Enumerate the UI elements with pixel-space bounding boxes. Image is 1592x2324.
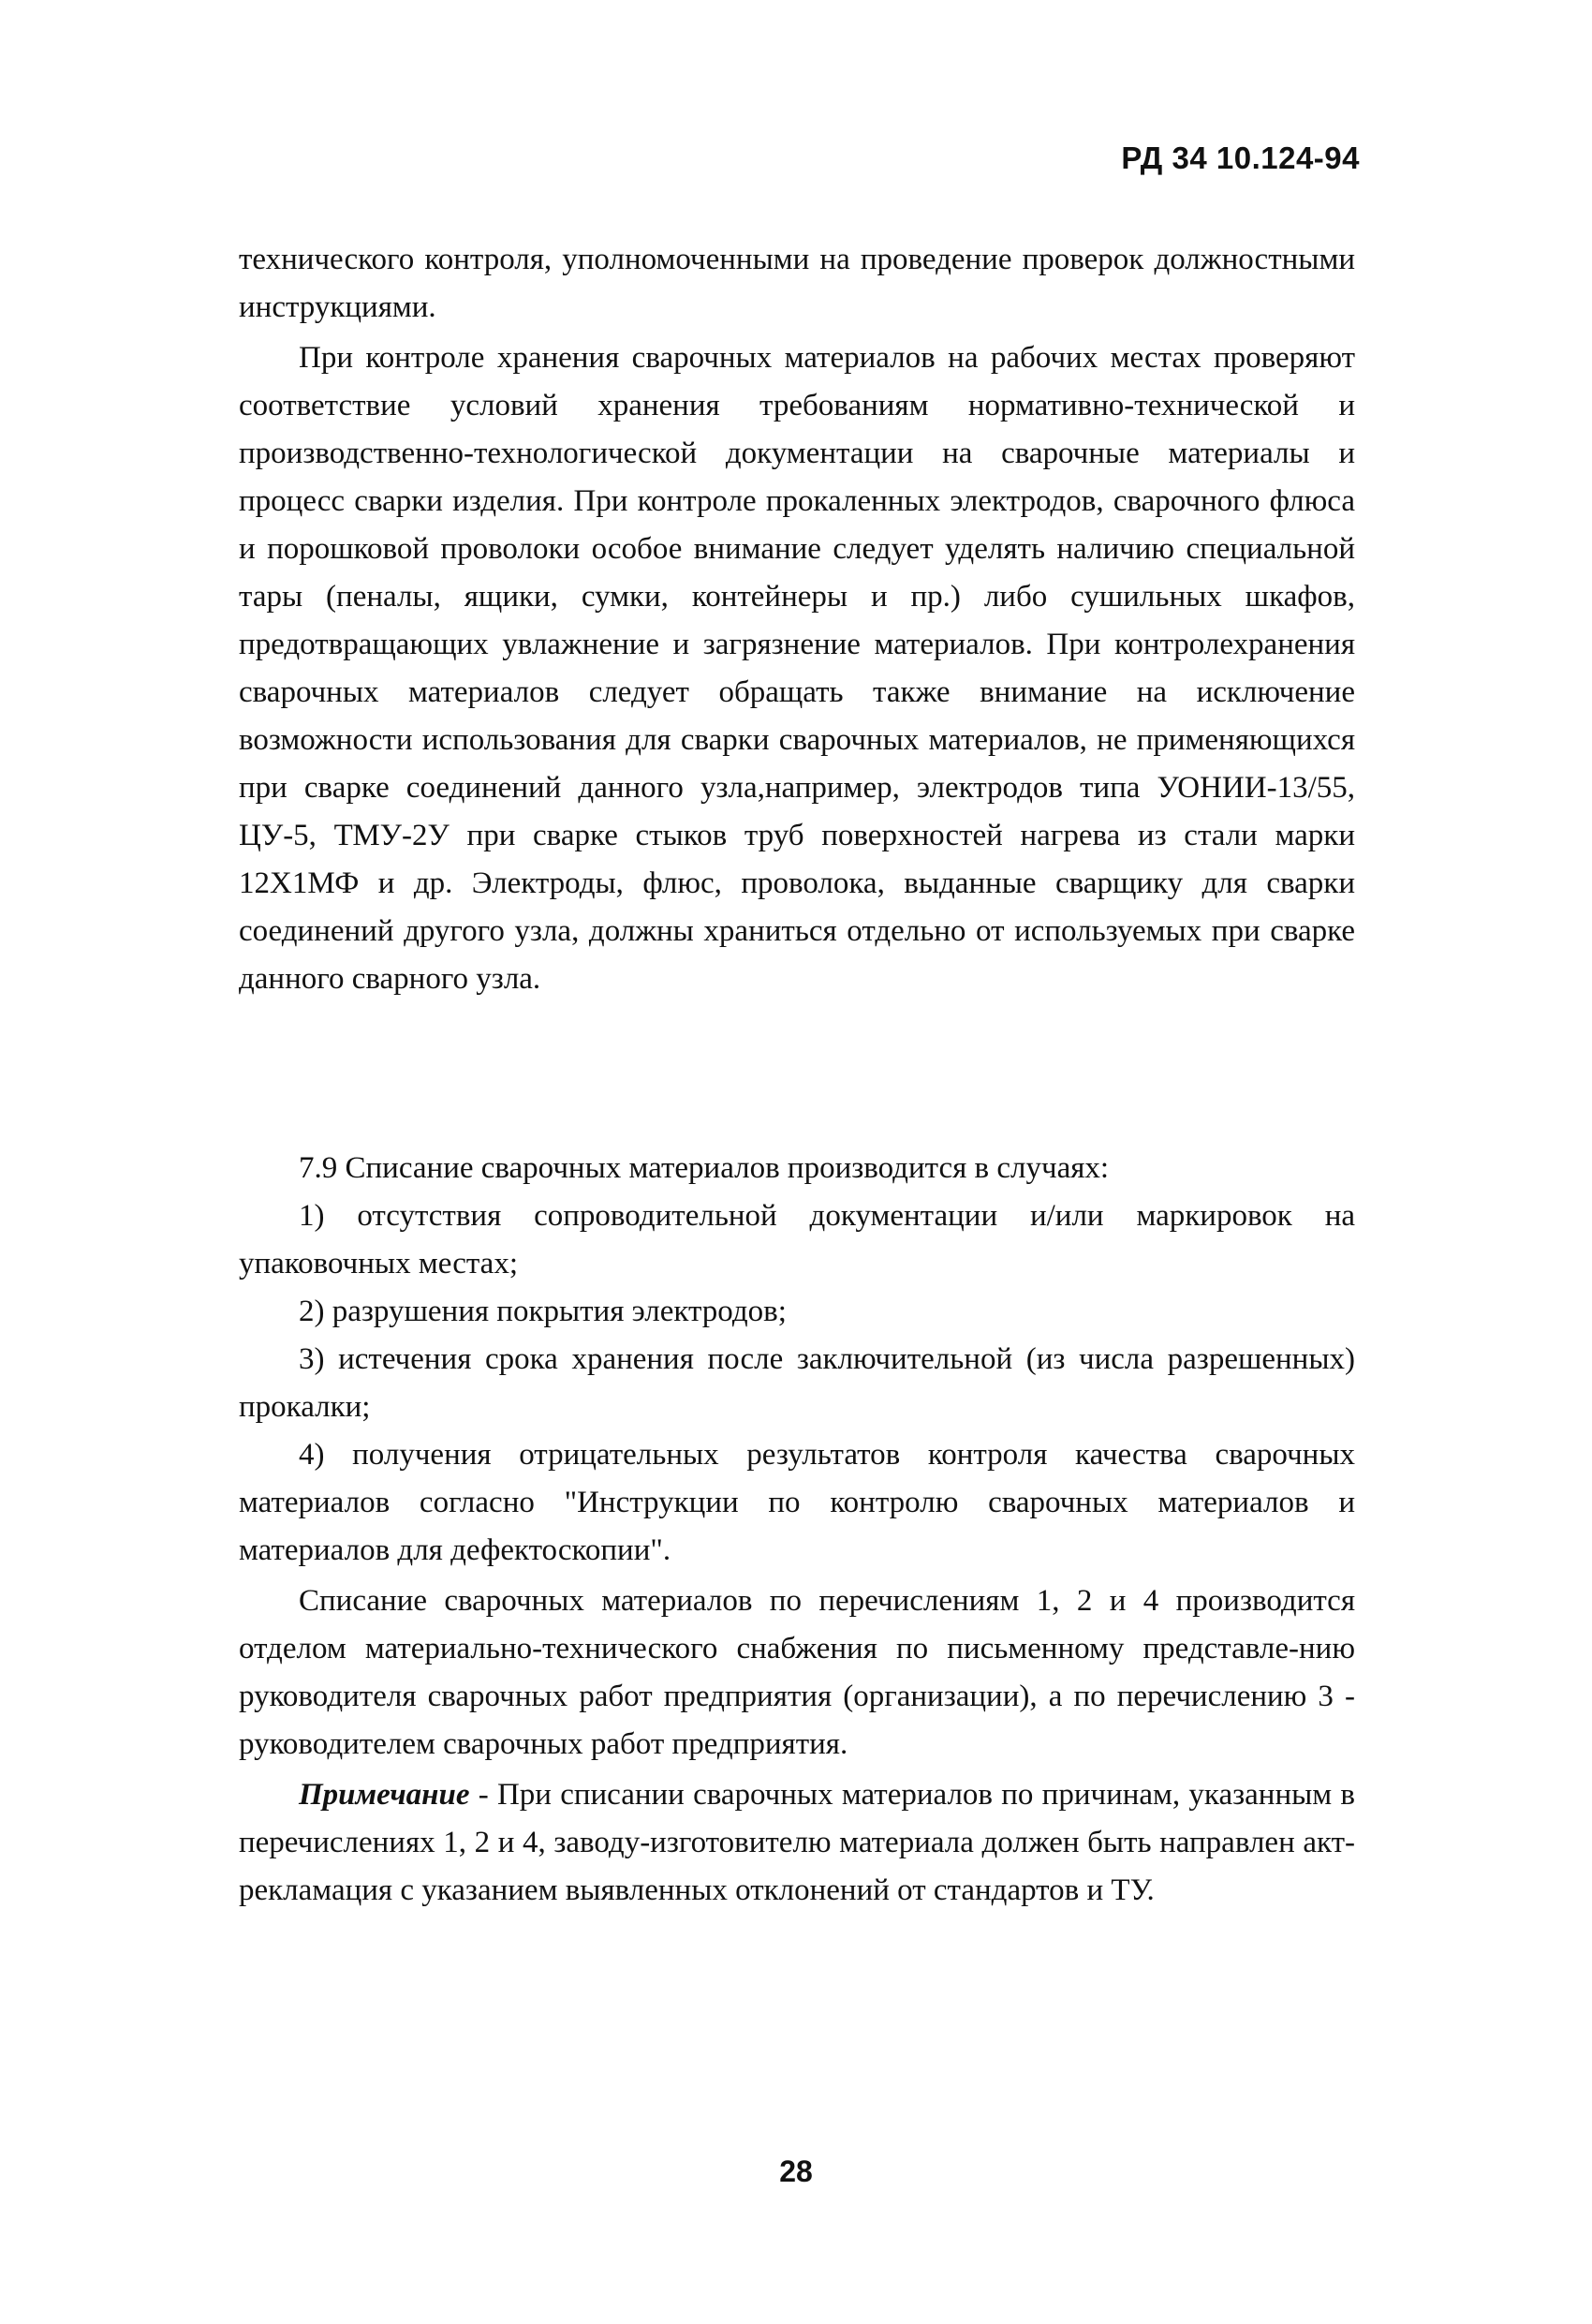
note-text: - При списании сварочных материалов по причинам, указанным в перечислениях 1, 2 и 4, заводу-изготовителю материала должен быть направлен акт-рекламация с указанием выявленных отклонений от стандартов и ТУ. bbox=[239, 1778, 1355, 1907]
note-label: Примечание bbox=[299, 1778, 470, 1812]
list-item-2: 2) разрушения покрытия электродов; bbox=[299, 1295, 787, 1328]
paragraph-write-off-procedure: Списание сварочных материалов по перечислениям 1, 2 и 4 производится отделом материально-технического снабжения по письменному представле-нию руководителя сварочных работ предприятия (организации), а по перечислению 3 - руководителем сварочных работ предприятия. bbox=[239, 1584, 1355, 1761]
list-item-4: 4) получения отрицательных результатов контроля качества сварочных материалов согласно "Инструкции по контролю сварочных материалов и материалов для дефектоскопии". bbox=[239, 1438, 1355, 1567]
text-block-write-off bbox=[239, 1145, 1355, 1915]
text-block-storage-control bbox=[239, 236, 1355, 1003]
document-code-header: РД 34 10.124-94 bbox=[1121, 141, 1360, 175]
paragraph-continuation: технического контроля, уполномоченными на проведение проверок должностными инструкциями. bbox=[239, 243, 1355, 324]
page-number: 28 bbox=[779, 2154, 813, 2188]
paragraph-storage-control: При контроле хранения сварочных материалов на рабочих местах проверяют соответствие условий хранения требованиям нормативно-технической и производственно-технологической документации на сварочные материалы и процесс сварки изделия. При контроле прокаленных электродов, сварочного флюса и порошковой проволоки особое внимание следует уделять наличию специальной тары (пеналы, ящики, сумки, контейнеры и пр.) либо сушильных шкафов, предотвращающих увлажнение и загрязнение материалов. При контролехранения сварочных материалов следует обращать также внимание на исключение возможности использования для сварки сварочных материалов, не применяющихся при сварке соединений данного узла,например, электродов типа УОНИИ-13/55, ЦУ-5, ТМУ-2У при сварке стыков труб поверхностей нагрева из стали марки 12Х1МФ и др. Электроды, флюс, проволока, выданные сварщику для сварки соединений другого узла, должны храниться отдельно от используемых при сварке данного сварного узла. bbox=[239, 341, 1355, 996]
note-paragraph bbox=[239, 1771, 1355, 1915]
list-item-3: 3) истечения срока хранения после заключительной (из числа разрешенных) прокалки; bbox=[239, 1342, 1355, 1424]
list-item-1: 1) отсутствия сопроводительной документации и/или маркировок на упаковочных местах; bbox=[239, 1199, 1355, 1280]
section-7-9-heading: 7.9 Списание сварочных материалов производится в случаях: bbox=[299, 1151, 1110, 1185]
